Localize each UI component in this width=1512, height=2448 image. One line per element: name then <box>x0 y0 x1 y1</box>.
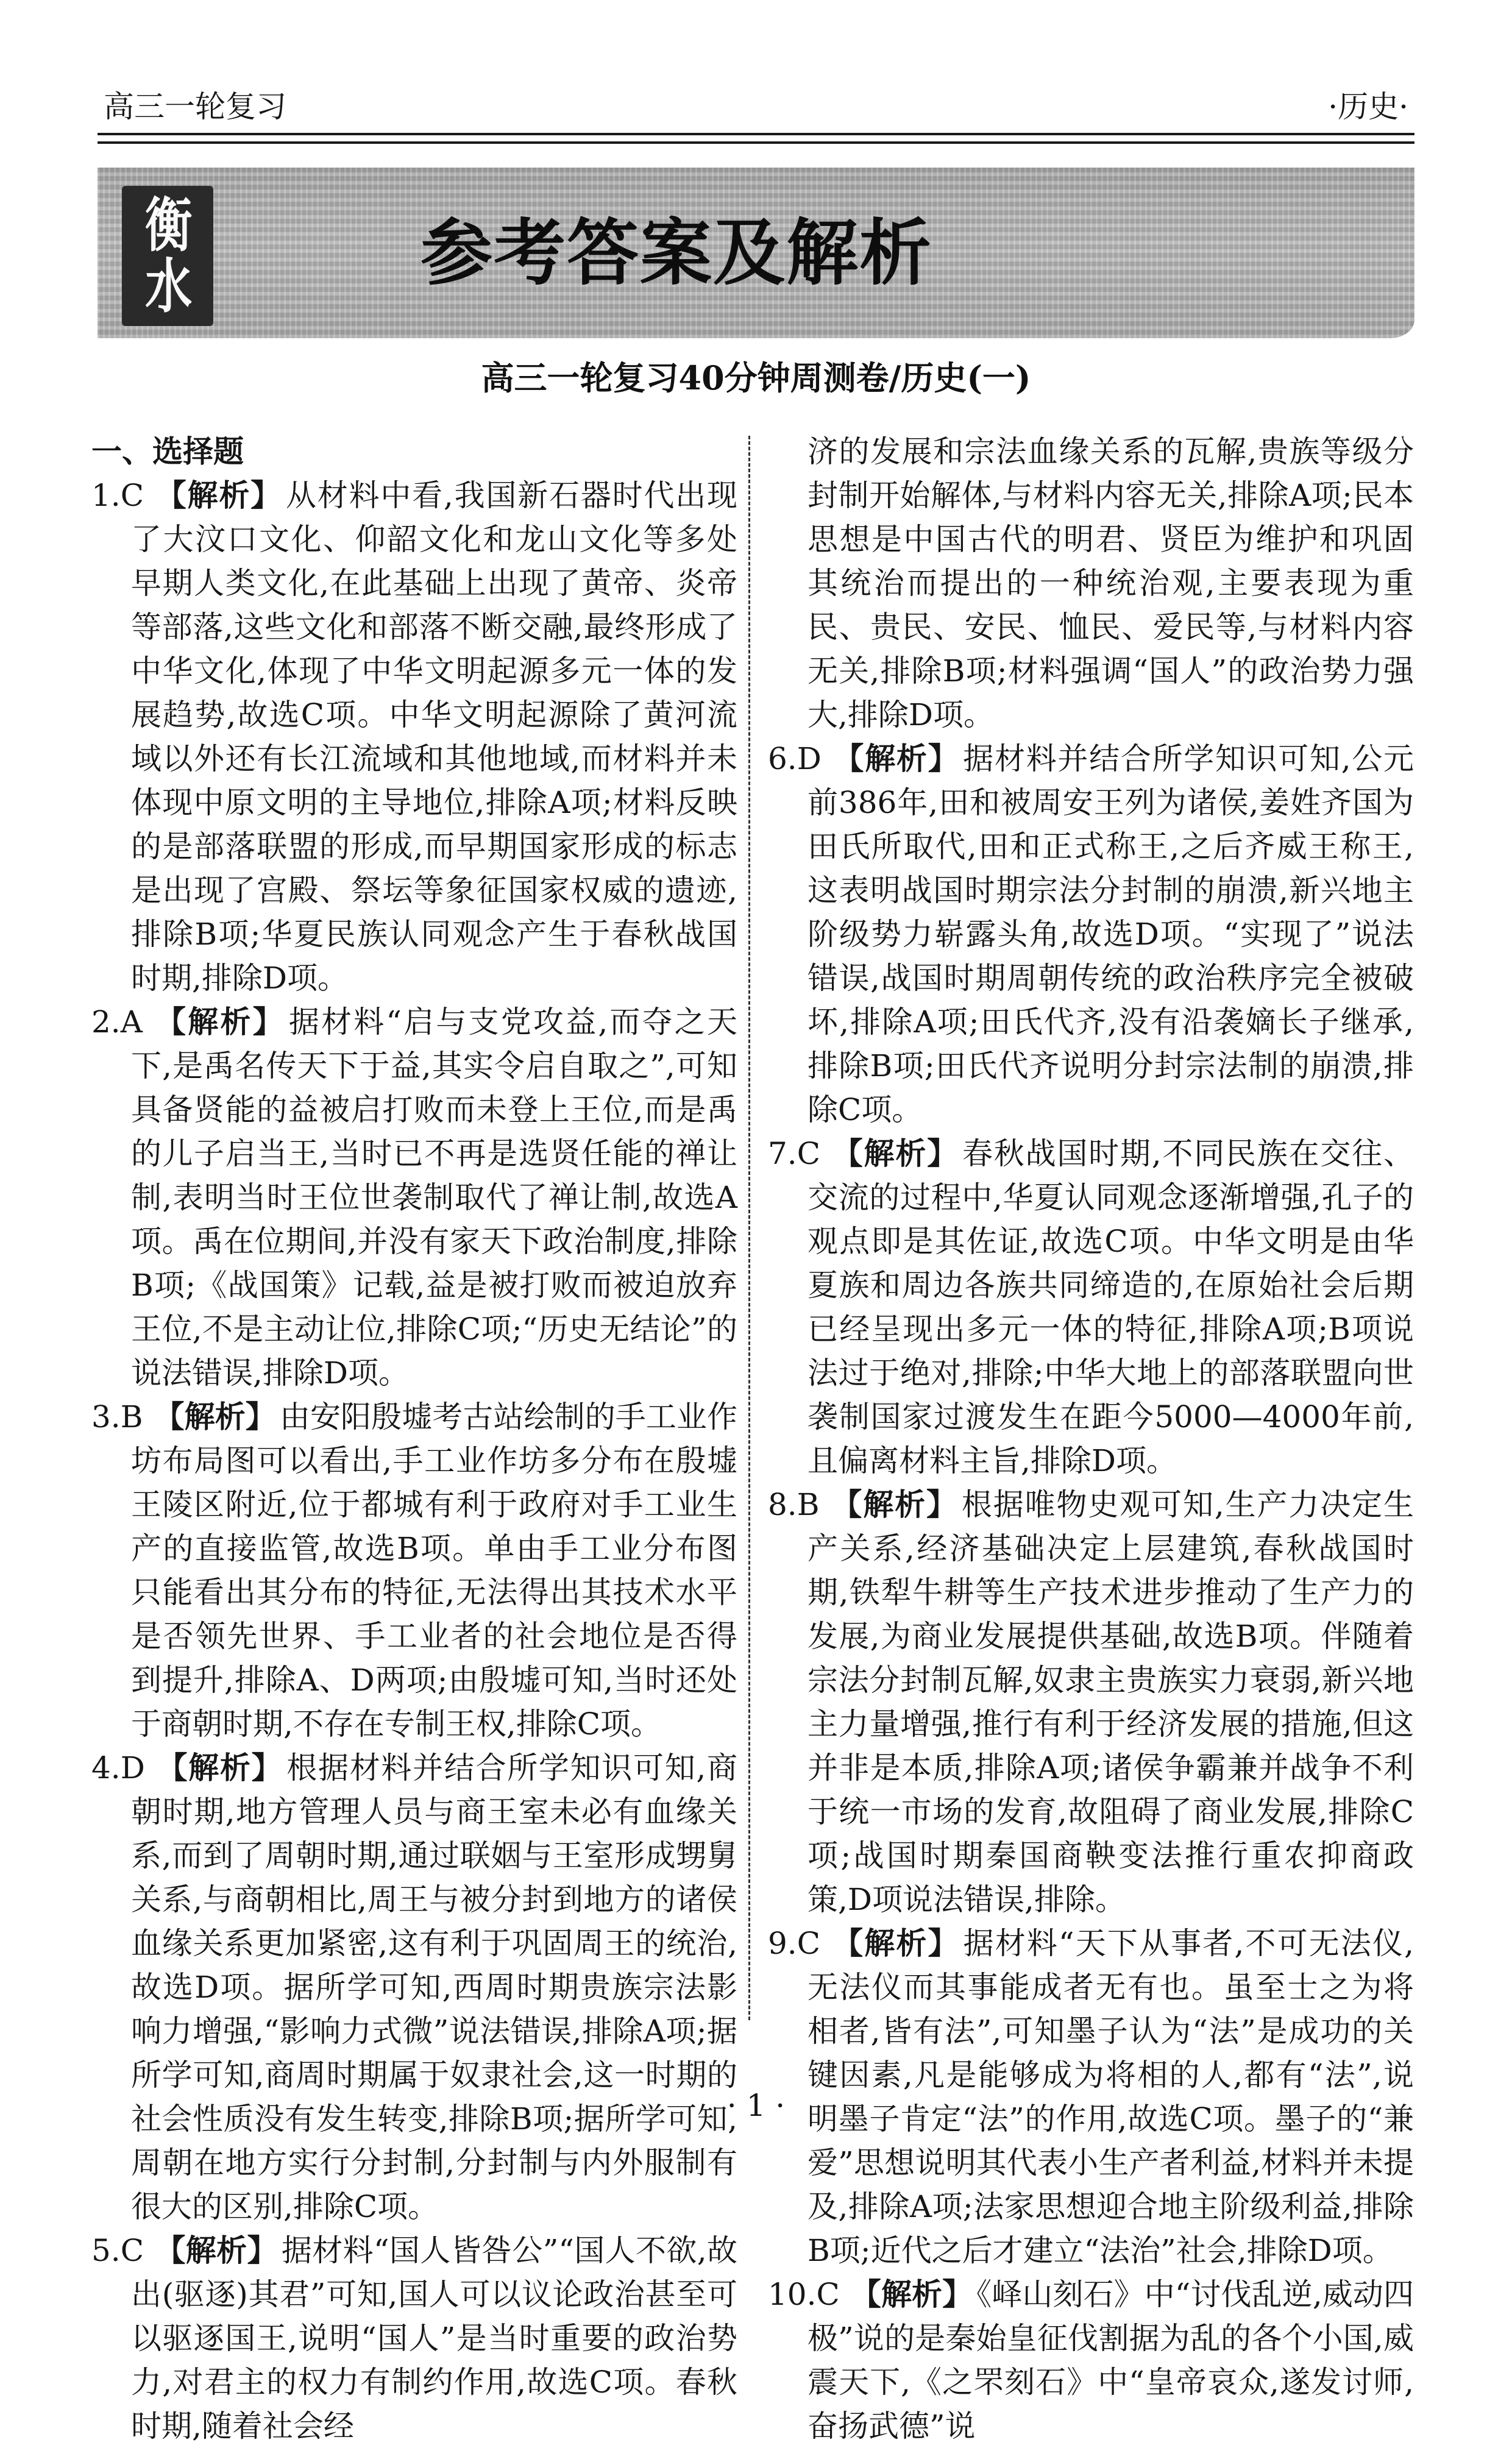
answer-number: 10.C <box>768 2277 840 2312</box>
seal-char: 水 <box>145 252 190 321</box>
analysis-tag: 【解析】 <box>850 2276 973 2312</box>
header-double-rule <box>98 133 1414 144</box>
page-number: · 1 · <box>726 2088 786 2123</box>
analysis-tag: 【解析】 <box>154 477 282 513</box>
left-answer-list <box>91 474 737 2448</box>
analysis-tag: 【解析】 <box>831 1925 960 1961</box>
header-subject: ·历史· <box>1328 89 1408 124</box>
answer-explanation: 据材料“天下从事者,不可无法仪,无法仪而其事能成者无有也。虽至士之为将相者,皆有法”,可知墨子认为“法”是成功的关键因素,凡是能够成为将相的人,都有“法”,说明墨子肯定“法”的作用,故选C项。墨子的“兼爱”思想说明其代表小生产者利益,材料并未提及,排除A项;法家思想迎合地主阶级利益,排除B项;近代之后才建立“法治”社会,排除D项。 <box>807 1926 1414 2268</box>
header-series-title: 高三一轮复习 <box>104 89 286 124</box>
answer-item <box>768 1483 1414 1921</box>
answer-explanation: 从材料中看,我国新石器时代出现了大汶口文化、仰韶文化和龙山文化等多处早期人类文化,在此基础上出现了黄帝、炎帝等部落,这些文化和部落不断交融,最终形成了中华文化,体现了中华文明起源多元一体的发展趋势,故选C项。中华文明起源除了黄河流域以外还有长江流域和其他地域,而材料并未体现中原文明的主导地位,排除A项;材料反映的是部落联盟的形成,而早期国家形成的标志是出现了宫殿、祭坛等象征国家权威的遗迹,排除B项;华夏民族认同观念产生于春秋战国时期,排除D项。 <box>131 478 737 996</box>
seal-char: 衡 <box>145 191 190 260</box>
answer-explanation: 春秋战国时期,不同民族在交往、交流的过程中,华夏认同观念逐渐增强,孔子的观点即是其佐证,故选C项。中华文明是由华夏族和周边各族共同缔造的,在原始社会后期已经呈现出多元一体的特征,排除A项;B项说法过于绝对,排除;中华大地上的部落联盟向世袭制国家过渡发生在距今5000—4000年前,且偏离材料主旨,排除D项。 <box>807 1136 1414 1478</box>
answer-explanation: 据材料“国人皆咎公”“国人不欲,故出(驱逐)其君”可知,国人可以议论政治甚至可以驱逐国王,说明“国人”是当时重要的政治势力,对君主的权力有制约作用,故选C项。春秋时期,随着社会经 <box>131 2233 738 2444</box>
answer-item <box>768 430 1414 737</box>
title-banner <box>98 168 1414 338</box>
column-divider <box>748 436 750 2020</box>
answer-explanation: 由安阳殷墟考古站绘制的手工业作坊布局图可以看出,手工业作坊多分布在殷墟王陵区附近,位于都城有利于政府对手工业生产的直接监管,故选B项。单由手工业分布图只能看出其分布的特征,无法得出其技术水平是否领先世界、手工业者的社会地位是否得到提升,排除A、D两项;由殷墟可知,当时还处于商朝时期,不存在专制王权,排除C项。 <box>131 1399 738 1742</box>
right-answer-list <box>768 430 1414 2448</box>
answer-explanation: 据材料并结合所学知识可知,公元前386年,田和被周安王列为诸侯,姜姓齐国为田氏所取代,田和正式称王,之后齐威王称王,这表明战国时期宗法分封制的崩溃,新兴地主阶级势力崭露头角,故选D项。“实现了”说法错误,战国时期周朝传统的政治秩序完全被破坏,排除A项;田氏代齐,没有沿袭嫡长子继承,排除B项;田氏代齐说明分封宗法制的崩溃,排除C项。 <box>807 741 1414 1127</box>
answer-item <box>768 737 1414 1132</box>
answer-item <box>768 2272 1414 2448</box>
seal-logo-icon <box>122 186 213 326</box>
analysis-tag: 【解析】 <box>154 1399 276 1435</box>
answer-explanation: 《峄山刻石》中“讨伐乱逆,威动四极”说的是秦始皇征伐割据为乱的各个小国,威震天下,《之罘刻石》中“皇帝哀众,遂发讨师,奋扬武德”说 <box>807 2277 1414 2444</box>
answer-item <box>768 1132 1414 1483</box>
answer-explanation: 济的发展和宗法血缘关系的瓦解,贵族等级分封制开始解体,与材料内容无关,排除A项;民本思想是中国古代的明君、贤臣为维护和巩固其统治而提出的一种统治观,主要表现为重民、贵民、安民、恤民、爱民等,与材料内容无关,排除B项;材料强调“国人”的政治势力强大,排除D项。 <box>807 434 1414 733</box>
answer-number: 2.A <box>91 1004 143 1040</box>
left-column <box>91 430 737 2448</box>
answer-number: 8.B <box>768 1487 820 1522</box>
answer-columns <box>91 430 1421 2444</box>
section-heading: 一、选择题 <box>91 433 244 469</box>
answer-explanation: 根据材料并结合所学知识可知,商朝时期,地方管理人员与商王室未必有血缘关系,而到了周朝时期,通过联姻与王室形成甥舅关系,与商朝相比,周王与被分封到地方的诸侯血缘关系更加紧密,这有利于巩固周王的统治,故选D项。据所学可知,西周时期贵族宗法影响力增强,“影响力式微”说法错误,排除A项;据所学可知,商周时期属于奴隶社会,这一时期的社会性质没有发生转变,排除B项;据所学可知,周朝在地方实行分封制,分封制与内外服制有很大的区别,排除C项。 <box>131 1750 737 2224</box>
answer-number: 1.C <box>91 478 144 513</box>
answer-item <box>91 2229 737 2448</box>
analysis-tag: 【解析】 <box>830 1486 958 1522</box>
answer-item <box>91 474 737 1000</box>
answer-number: 6.D <box>768 741 822 776</box>
analysis-tag: 【解析】 <box>832 740 960 776</box>
answer-number: 7.C <box>768 1136 820 1171</box>
analysis-tag: 【解析】 <box>153 1004 285 1040</box>
banner-title: 参考答案及解析 <box>421 211 933 295</box>
analysis-tag: 【解析】 <box>155 1750 283 1786</box>
answer-number: 3.B <box>91 1399 143 1435</box>
answer-item <box>91 1746 737 2229</box>
analysis-tag: 【解析】 <box>154 2232 278 2268</box>
answer-number: 9.C <box>768 1926 820 1961</box>
running-header <box>98 85 1414 128</box>
answer-explanation: 据材料“启与支党攻益,而夺之天下,是禹名传天下于益,其实令启自取之”,可知具备贤能的益被启打败而未登上王位,而是禹的儿子启当王,当时已不再是选贤任能的禅让制,表明当时王位世袭制取代了禅让制,故选A项。禹在位期间,并没有家天下政治制度,排除B项;《战国策》记载,益是被打败而被迫放弃王位,不是主动让位,排除C项;“历史无结论”的说法错误,排除D项。 <box>131 1004 737 1391</box>
answer-item <box>91 1000 737 1395</box>
answer-explanation: 根据唯物史观可知,生产力决定生产关系,经济基础决定上层建筑,春秋战国时期,铁犁牛耕等生产技术进步推动了生产力的发展,为商业发展提供基础,故选B项。伴随着宗法分封制瓦解,奴隶主贵族实力衰弱,新兴地主力量增强,推行有利于经济发展的措施,但这并非是本质,排除A项;诸侯争霸兼并战争不利于统一市场的发育,故阻碍了商业发展,排除C项;战国时期秦国商鞅变法推行重农抑商政策,D项说法错误,排除。 <box>807 1487 1414 1917</box>
answer-item <box>91 1395 737 1746</box>
analysis-tag: 【解析】 <box>831 1135 959 1171</box>
answer-number: 5.C <box>91 2233 144 2268</box>
answer-number: 4.D <box>91 1750 145 1786</box>
paper-subtitle: 高三一轮复习40分钟周测卷/历史(一) <box>481 358 1031 397</box>
right-column <box>768 430 1414 2448</box>
